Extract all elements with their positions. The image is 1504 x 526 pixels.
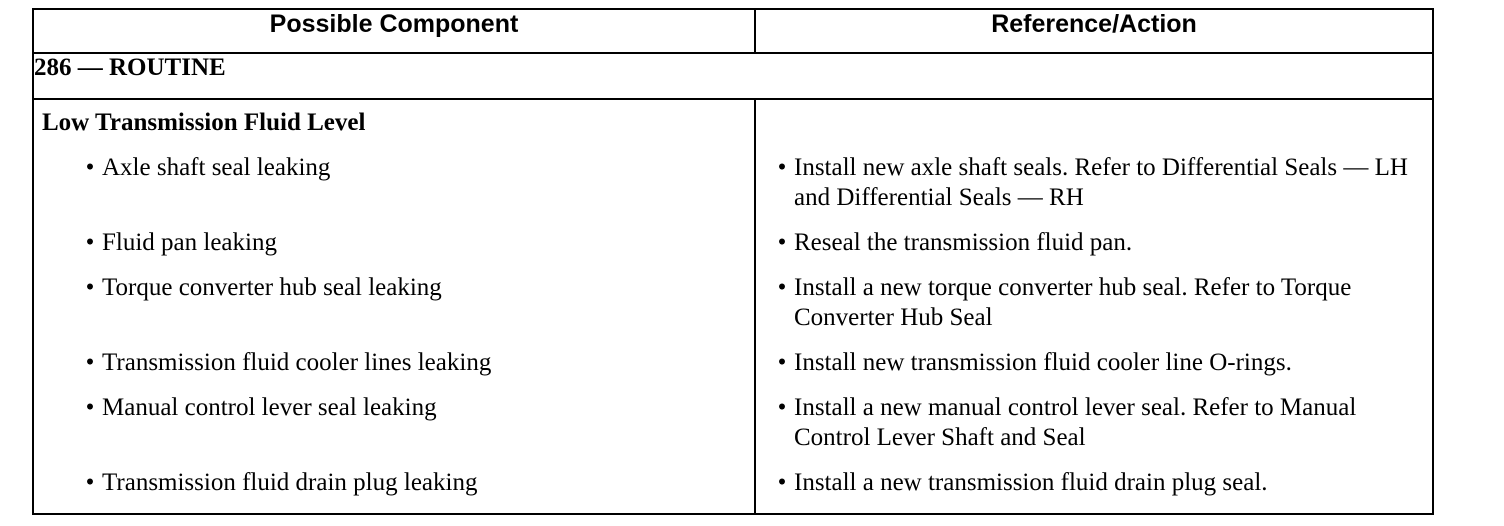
action-text: Install new transmission fluid cooler line O-rings. (794, 349, 1292, 376)
header-reference-action: Reference/Action (755, 9, 1433, 53)
component-list (34, 153, 754, 513)
component-text: Axle shaft seal leaking (102, 154, 331, 181)
bullet-icon: • (777, 154, 787, 181)
bullet-icon: • (85, 229, 95, 256)
header-possible-component: Possible Component (33, 9, 755, 53)
component-text: Torque converter hub seal leaking (102, 274, 442, 301)
diagnostic-table (32, 8, 1434, 515)
action-text: Install new axle shaft seals. Refer to Differential Seals — LH and Differential Seals — RH (794, 154, 1408, 211)
list-item (34, 393, 754, 468)
header-row (33, 9, 1433, 53)
list-item (34, 468, 754, 513)
bullet-icon: • (777, 274, 787, 301)
list-item (34, 273, 754, 348)
bullet-icon: • (85, 349, 95, 376)
action-text: Reseal the transmission fluid pan. (794, 229, 1133, 256)
list-item (756, 273, 1432, 348)
component-text: Transmission fluid drain plug leaking (102, 469, 478, 496)
bullet-icon: • (777, 469, 787, 496)
bullet-icon: • (85, 394, 95, 421)
bullet-icon: • (85, 469, 95, 496)
list-item (34, 228, 754, 273)
list-item (756, 468, 1432, 513)
group-title: Low Transmission Fluid Level (42, 109, 366, 136)
action-text: Install a new manual control lever seal. Refer to Manual Control Lever Shaft and Seal (794, 394, 1357, 451)
list-item (756, 348, 1432, 393)
bullet-icon: • (777, 349, 787, 376)
list-item (756, 393, 1432, 468)
action-column (755, 99, 1433, 514)
component-text: Manual control lever seal leaking (102, 394, 437, 421)
component-text: Transmission fluid cooler lines leaking (102, 349, 492, 376)
list-item (34, 153, 754, 228)
section-row (33, 53, 1433, 99)
action-text: Install a new torque converter hub seal. Refer to Torque Converter Hub Seal (794, 274, 1352, 331)
bullet-icon: • (85, 274, 95, 301)
bullet-icon: • (85, 154, 95, 181)
list-item (756, 228, 1432, 273)
action-list (756, 153, 1432, 513)
list-item (756, 153, 1432, 228)
bullet-icon: • (777, 394, 787, 421)
component-text: Fluid pan leaking (102, 229, 277, 256)
component-column (33, 99, 755, 514)
list-item (34, 348, 754, 393)
bullet-icon: • (777, 229, 787, 256)
section-title: 286 — ROUTINE (33, 53, 1433, 99)
action-text: Install a new transmission fluid drain plug seal. (794, 469, 1268, 496)
body-row (33, 99, 1433, 514)
